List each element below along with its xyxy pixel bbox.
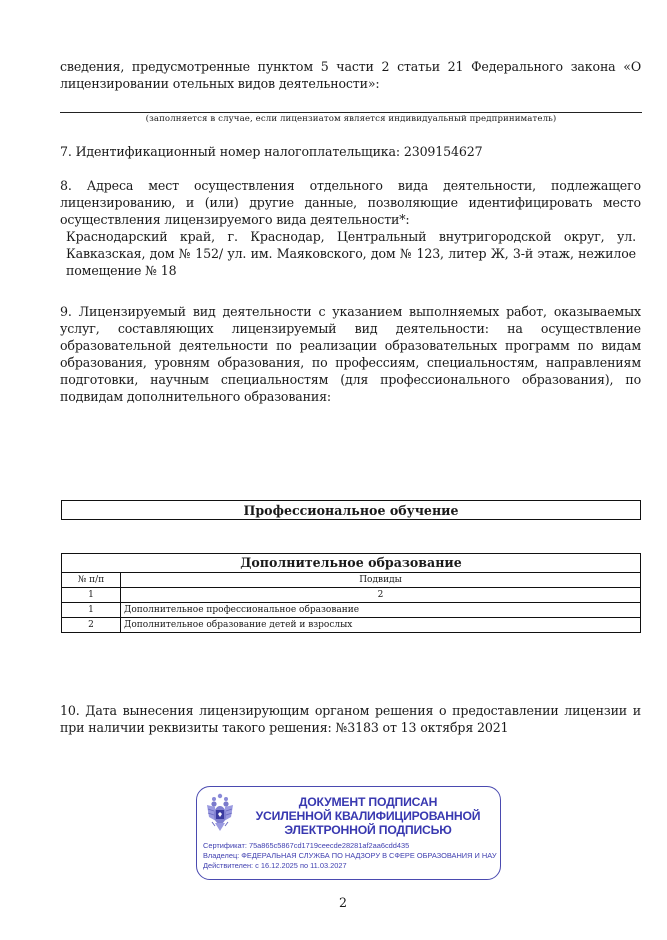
fill-in-caption: (заполняется в случае, если лицензиатом является индивидуальный предприниматель) xyxy=(145,114,557,124)
professional-training-box xyxy=(61,500,641,520)
column-header-subtypes: Подвиды xyxy=(121,573,641,588)
russian-coat-of-arms-icon xyxy=(205,793,235,833)
stamp-certificate: Сертификат: 75a865c5867cd1719ceecde28281af2aa6cdd435 xyxy=(203,841,410,850)
stamp-title xyxy=(237,795,499,837)
page-number: 2 xyxy=(338,895,347,910)
stamp-validity: Действителен: с 16.12.2025 по 11.03.2027 xyxy=(203,861,347,870)
index-cell-1: 1 xyxy=(62,588,121,603)
table-title: Дополнительное образование xyxy=(62,554,641,573)
stamp-owner: Владелец: ФЕДЕРАЛЬНАЯ СЛУЖБА ПО НАДЗОРУ В СФЕРЕ ОБРАЗОВАНИЯ И НАУ xyxy=(203,851,497,860)
index-cell-2: 2 xyxy=(121,588,641,603)
intro-paragraph: сведения, предусмотренные пунктом 5 части 2 статьи 21 Федерального закона «О лицензировании отельных видов деятельности»: xyxy=(60,59,641,91)
row-number: 1 xyxy=(62,603,121,618)
table-row xyxy=(62,603,641,618)
additional-education-table xyxy=(61,553,641,633)
row-number: 2 xyxy=(62,618,121,633)
stamp-title-line-2: УСИЛЕННОЙ КВАЛИФИЦИРОВАННОЙ xyxy=(255,809,481,823)
column-header-number: № п/п xyxy=(62,573,121,588)
item-9-licensed-activity: 9. Лицензируемый вид деятельности с указанием выполняемых работ, оказываемых услуг, составляющих лицензируемый вид деятельности: на осуществление образовательной деятельности по реализации образовательных программ по видам образования, уровням образования, по профессиям, специальностям, направлениям подготовки, научным специальностям (для профессионального образования), по подвидам дополнительного образования: xyxy=(60,304,641,404)
activity-address: Краснодарский край, г. Краснодар, Центральный внутригородской округ, ул. Кавказская, дом № 152/ ул. им. Маяковского, дом № 123, литер Ж, 3-й этаж, нежилое помещение № 18 xyxy=(66,229,636,278)
item-8-addresses-heading: 8. Адреса мест осуществления отдельного вида деятельности, подлежащего лицензированию, и (или) другие данные, позволяющие идентифицировать место осуществления лицензируемого вида деятельности*: xyxy=(60,178,641,227)
professional-training-title: Профессиональное обучение xyxy=(243,502,459,518)
stamp-title-line-3: ЭЛЕКТРОННОЙ ПОДПИСЬЮ xyxy=(284,823,452,837)
item-7-inn: 7. Идентификационный номер налогоплательщика: 2309154627 xyxy=(60,144,483,159)
item-10-decision-date: 10. Дата вынесения лицензирующим органом решения о предоставлении лицензии и при наличии реквизиты такого решения: №3183 от 13 октября 2021 xyxy=(60,703,641,735)
table-index-row xyxy=(62,588,641,603)
stamp-details xyxy=(203,841,501,871)
electronic-signature-stamp xyxy=(196,786,501,880)
row-subtype: Дополнительное профессиональное образование xyxy=(121,603,641,618)
row-subtype: Дополнительное образование детей и взрослых xyxy=(121,618,641,633)
stamp-title-line-1: ДОКУМЕНТ ПОДПИСАН xyxy=(298,795,438,809)
table-row xyxy=(62,618,641,633)
table-header-row xyxy=(62,573,641,588)
